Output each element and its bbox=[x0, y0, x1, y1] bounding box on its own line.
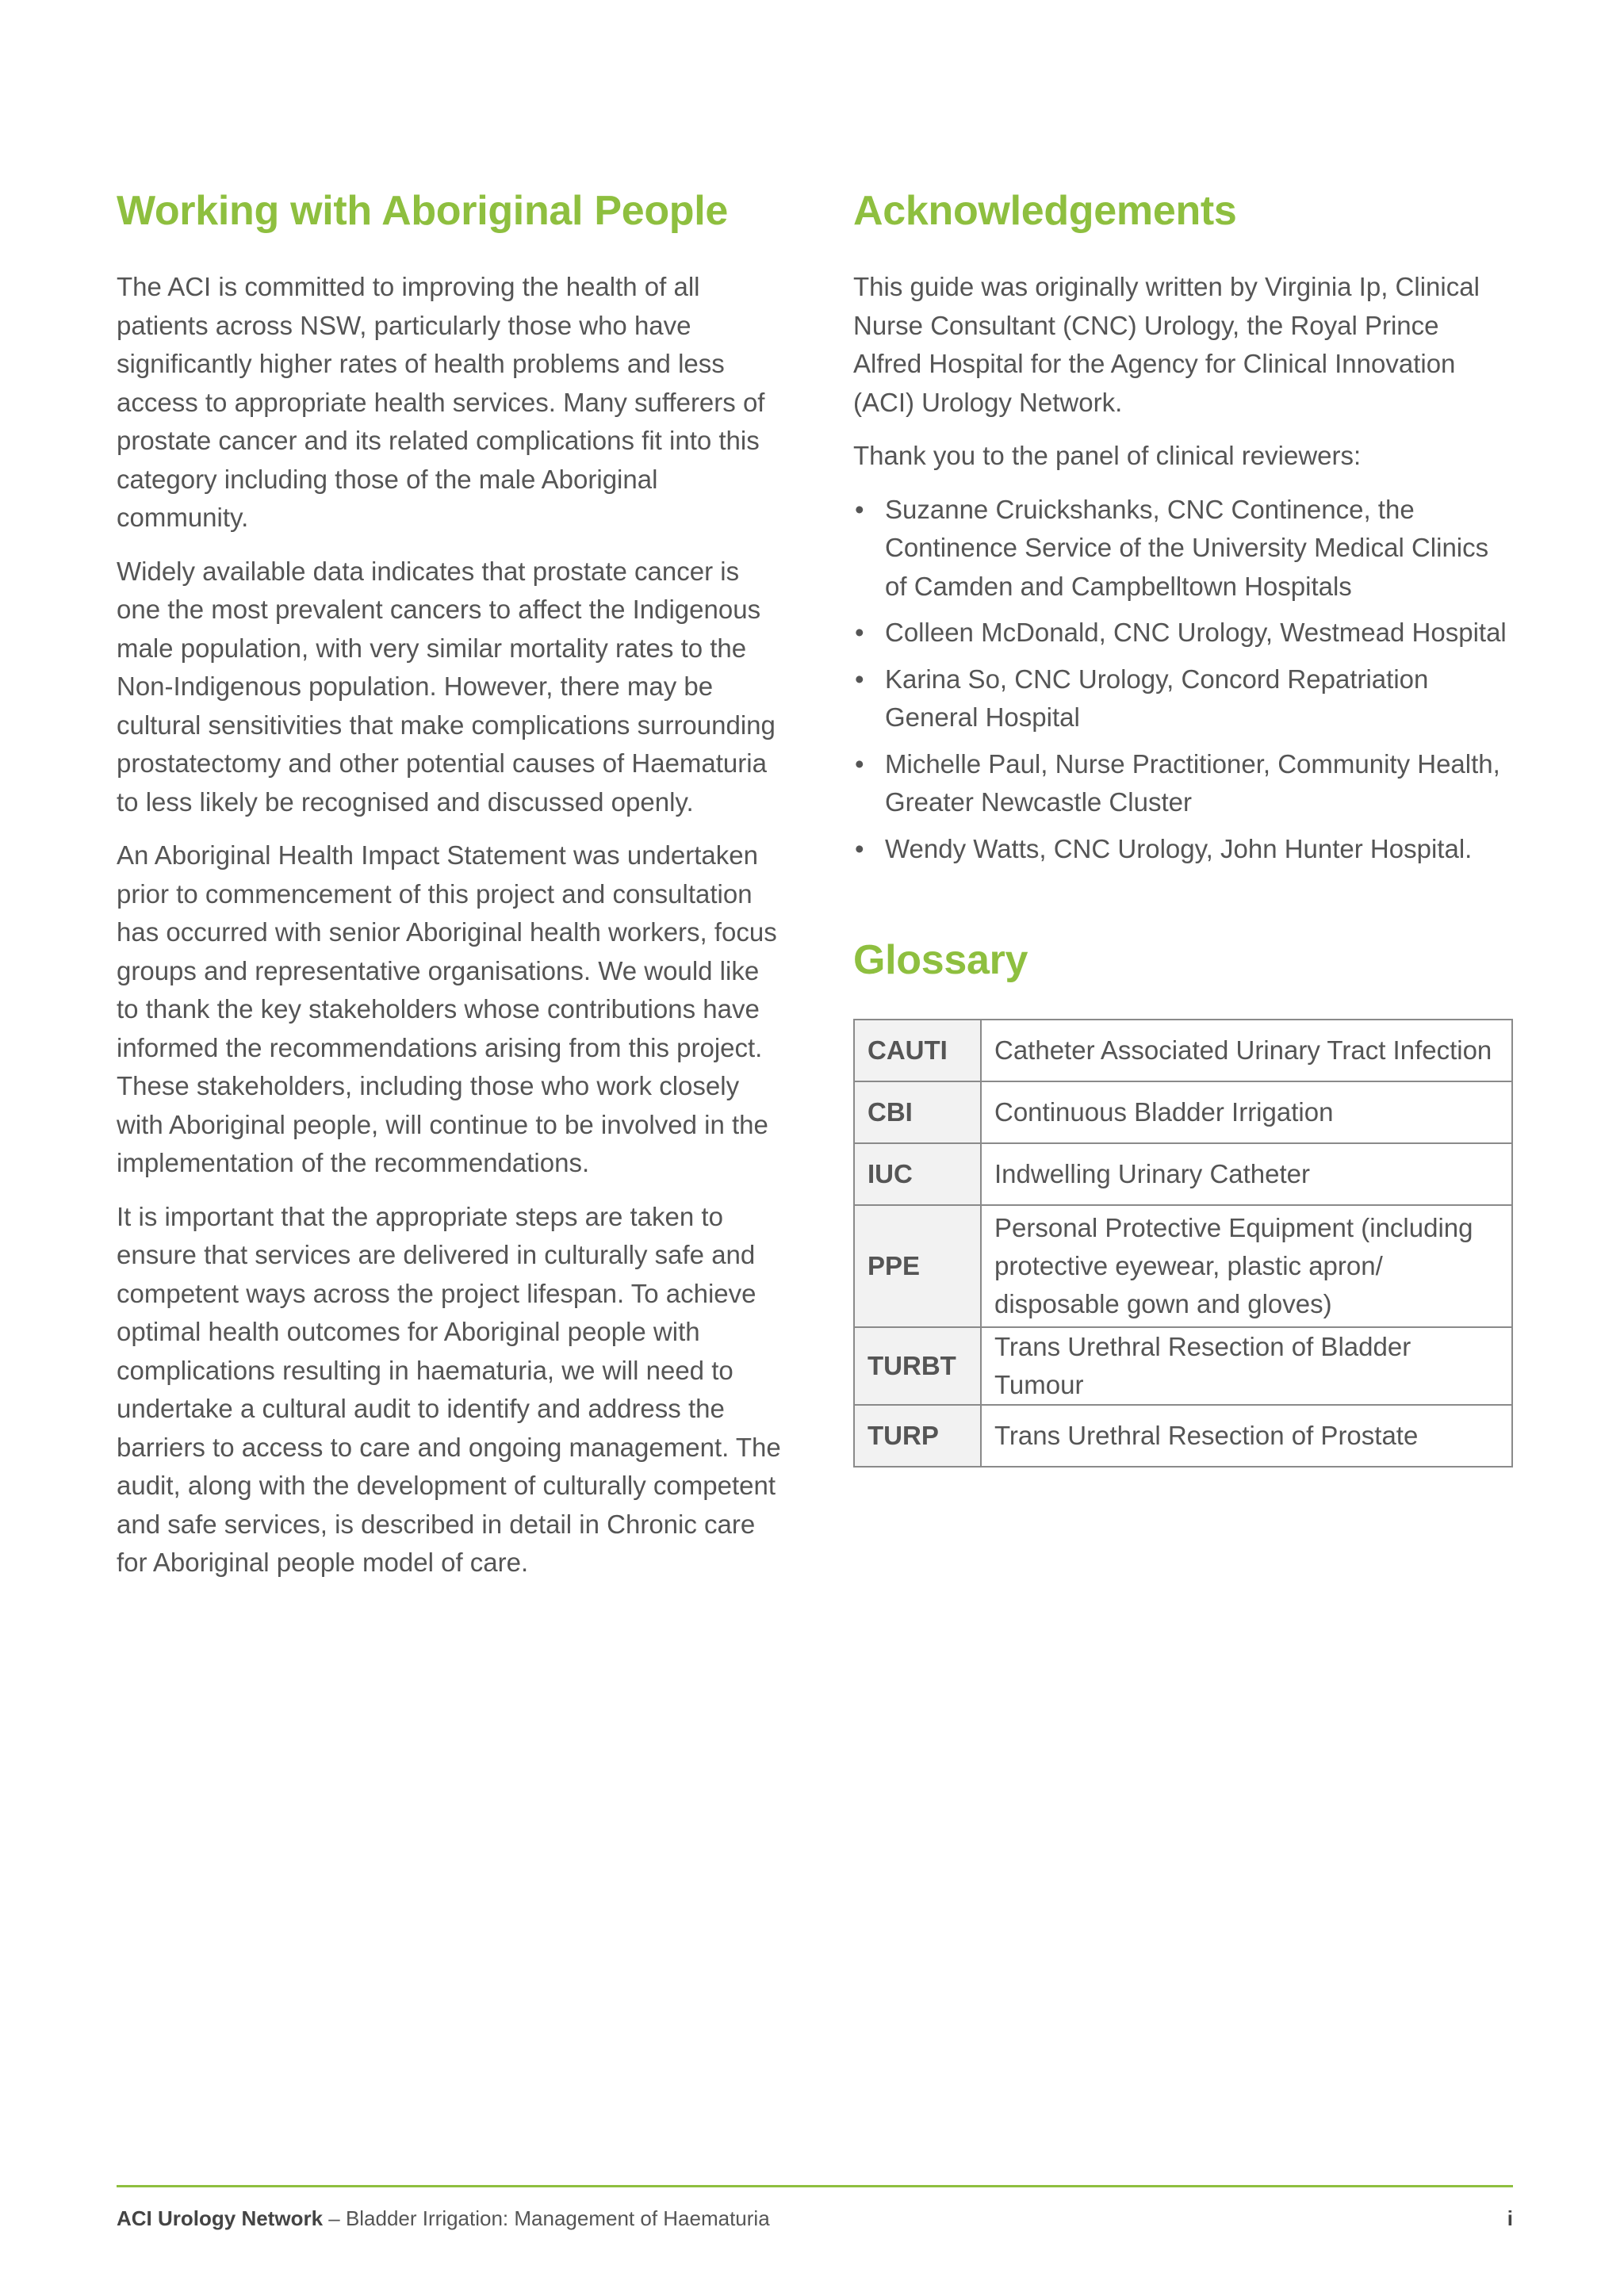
acknowledgements-thanks: Thank you to the panel of clinical reviewers: bbox=[853, 441, 1362, 470]
aboriginal-paragraph: An Aboriginal Health Impact Statement was undertaken prior to commencement of this project and consultation has occurred with senior Aboriginal health workers, focus groups and representative organisations. We would like to thank the key stakeholders whose contributions have informed the recommendations arising from this project. These stakeholders, including those who work closely with Aboriginal people, will continue to be involved in the implementation of the recommendations. bbox=[117, 840, 777, 1177]
reviewer-item bbox=[853, 830, 1513, 869]
glossary-term: CAUTI bbox=[854, 1020, 981, 1081]
footer-divider bbox=[117, 2185, 1513, 2187]
bullet-icon: • bbox=[855, 833, 864, 863]
aboriginal-paragraph: It is important that the appropriate steps are taken to ensure that services are delivered in culturally safe and competent ways across the project lifespan. To achieve optimal health outcomes for Aboriginal people with complications resulting in haematuria, we will need to undertake a cultural audit to identify and address the barriers to access to care and ongoing management. The audit, along with the development of culturally competent and safe services, is described in detail in Chronic care for Aboriginal people model of care. bbox=[117, 1201, 781, 1577]
reviewer-text: Michelle Paul, Nurse Practitioner, Community Health, Greater Newcastle Cluster bbox=[885, 748, 1500, 817]
page-footer bbox=[117, 2204, 1513, 2233]
glossary-row bbox=[854, 1405, 1512, 1467]
glossary-definition: Indwelling Urinary Catheter bbox=[981, 1143, 1512, 1205]
glossary-row bbox=[854, 1205, 1512, 1327]
aboriginal-paragraph: Widely available data indicates that prostate cancer is one the most prevalent cancers to affect the Indigenous male population, with very similar mortality rates to the Non-Indigenous population. However, there may be cultural sensitivities that make complications surrounding prostatectomy and other potential causes of Haematuria to less likely be recognised and discussed openly. bbox=[117, 556, 776, 817]
bullet-icon: • bbox=[855, 664, 864, 694]
reviewer-item bbox=[853, 614, 1513, 652]
glossary-table bbox=[853, 1019, 1513, 1468]
acknowledgements-intro: This guide was originally written by Virginia Ip, Clinical Nurse Consultant (CNC) Urology, the Royal Prince Alfred Hospital for the Agency for Clinical Innovation (ACI) Urology Network. bbox=[853, 272, 1480, 417]
reviewer-text: Colleen McDonald, CNC Urology, Westmead Hospital bbox=[885, 618, 1507, 647]
glossary-row bbox=[854, 1081, 1512, 1143]
glossary-term: TURBT bbox=[854, 1327, 981, 1405]
reviewer-item bbox=[853, 491, 1513, 607]
glossary-definition: Trans Urethral Resection of Prostate bbox=[981, 1405, 1512, 1467]
glossary-definition: Trans Urethral Resection of Bladder Tumour bbox=[981, 1327, 1512, 1405]
acknowledgements-heading: Acknowledgements bbox=[853, 188, 1237, 234]
glossary-definition: Personal Protective Equipment (including protective eyewear, plastic apron/ disposable gown and gloves) bbox=[981, 1205, 1512, 1327]
glossary-row bbox=[854, 1143, 1512, 1205]
page-number: i bbox=[1507, 2206, 1513, 2230]
glossary-term: IUC bbox=[854, 1143, 981, 1205]
bullet-icon: • bbox=[855, 618, 864, 647]
glossary-term: CBI bbox=[854, 1081, 981, 1143]
bullet-icon: • bbox=[855, 748, 864, 779]
bullet-icon: • bbox=[855, 494, 864, 524]
right-column bbox=[853, 181, 1513, 1468]
reviewer-text: Karina So, CNC Urology, Concord Repatriation General Hospital bbox=[885, 664, 1429, 732]
glossary-row bbox=[854, 1020, 1512, 1081]
glossary-definition: Catheter Associated Urinary Tract Infection bbox=[981, 1020, 1512, 1081]
aboriginal-section-heading: Working with Aboriginal People bbox=[117, 188, 729, 234]
footer-brand: ACI Urology Network bbox=[117, 2206, 324, 2230]
reviewer-list bbox=[853, 491, 1513, 869]
aboriginal-paragraph: The ACI is committed to improving the health of all patients across NSW, particularly those who have significantly higher rates of health problems and less access to appropriate health services. Many sufferers of prostate cancer and its related complications fit into this category including those of the male Aboriginal community. bbox=[117, 272, 765, 532]
reviewer-text: Wendy Watts, CNC Urology, John Hunter Hospital. bbox=[885, 833, 1473, 863]
glossary-definition: Continuous Bladder Irrigation bbox=[981, 1081, 1512, 1143]
glossary-term: TURP bbox=[854, 1405, 981, 1467]
glossary-row bbox=[854, 1327, 1512, 1405]
footer-title: – Bladder Irrigation: Management of Haematuria bbox=[323, 2206, 770, 2230]
left-column bbox=[117, 181, 783, 1598]
glossary-heading: Glossary bbox=[853, 937, 1028, 983]
reviewer-item bbox=[853, 745, 1513, 822]
glossary-term: PPE bbox=[854, 1205, 981, 1327]
reviewer-item bbox=[853, 660, 1513, 737]
reviewer-text: Suzanne Cruickshanks, CNC Continence, the Continence Service of the University Medical Clinics of Camden and Campbelltown Hospitals bbox=[885, 494, 1489, 601]
